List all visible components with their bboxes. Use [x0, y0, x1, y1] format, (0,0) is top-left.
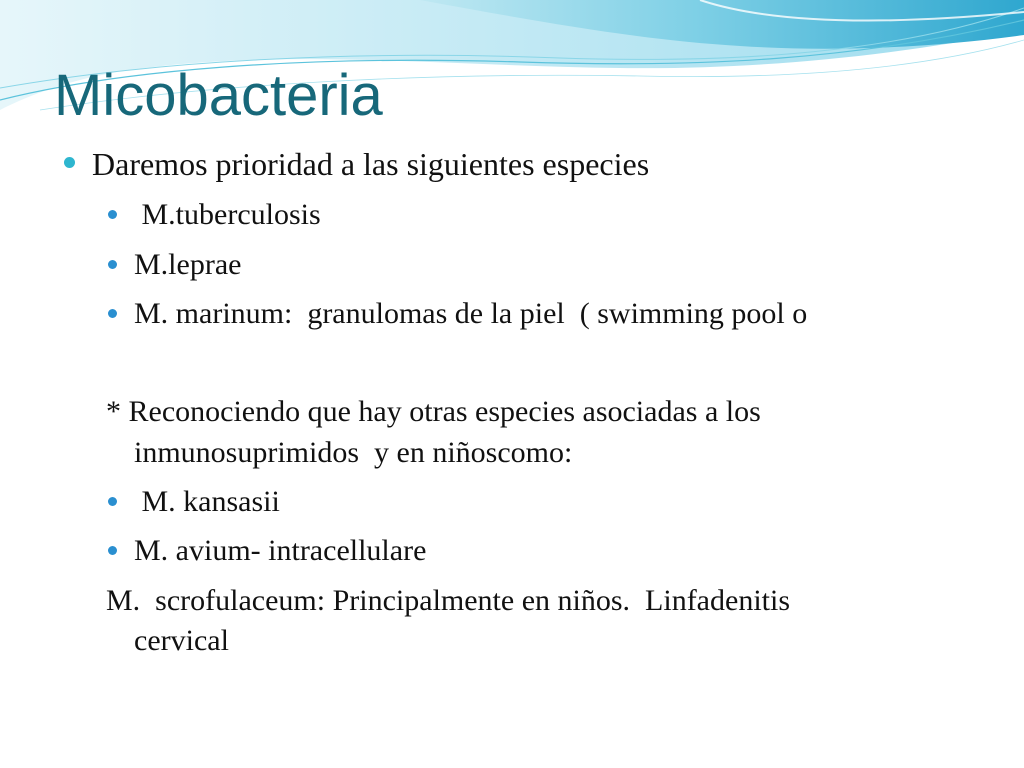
- list-item: M.tuberculosis: [134, 198, 321, 231]
- scrofulaceum-text-continuation: cervical: [134, 624, 229, 657]
- bullet-dot-icon: [108, 210, 117, 219]
- bullet-dot-icon: [108, 546, 117, 555]
- list-item: M. marinum: granulomas de la piel ( swimming pool o: [134, 297, 808, 330]
- list-item: M. kansasii: [134, 485, 280, 518]
- bullet-dot-icon: [108, 309, 117, 318]
- bullet-dot-icon: [108, 260, 117, 269]
- list-item: M.leprae: [134, 248, 242, 281]
- bullet-dot-icon: [64, 157, 75, 168]
- slide-title: Micobacteria: [54, 63, 383, 128]
- list-item: M. avium- intracellulare: [134, 534, 427, 567]
- note-text: * Reconociendo que hay otras especies asociadas a los: [106, 395, 761, 428]
- scrofulaceum-text: M. scrofulaceum: Principalmente en niños. Linfadenitis: [106, 584, 790, 617]
- intro-text: Daremos prioridad a las siguientes especies: [92, 146, 650, 182]
- note-text-continuation: inmunosuprimidos y en niñoscomo:: [134, 436, 573, 469]
- bullet-dot-icon: [108, 497, 117, 506]
